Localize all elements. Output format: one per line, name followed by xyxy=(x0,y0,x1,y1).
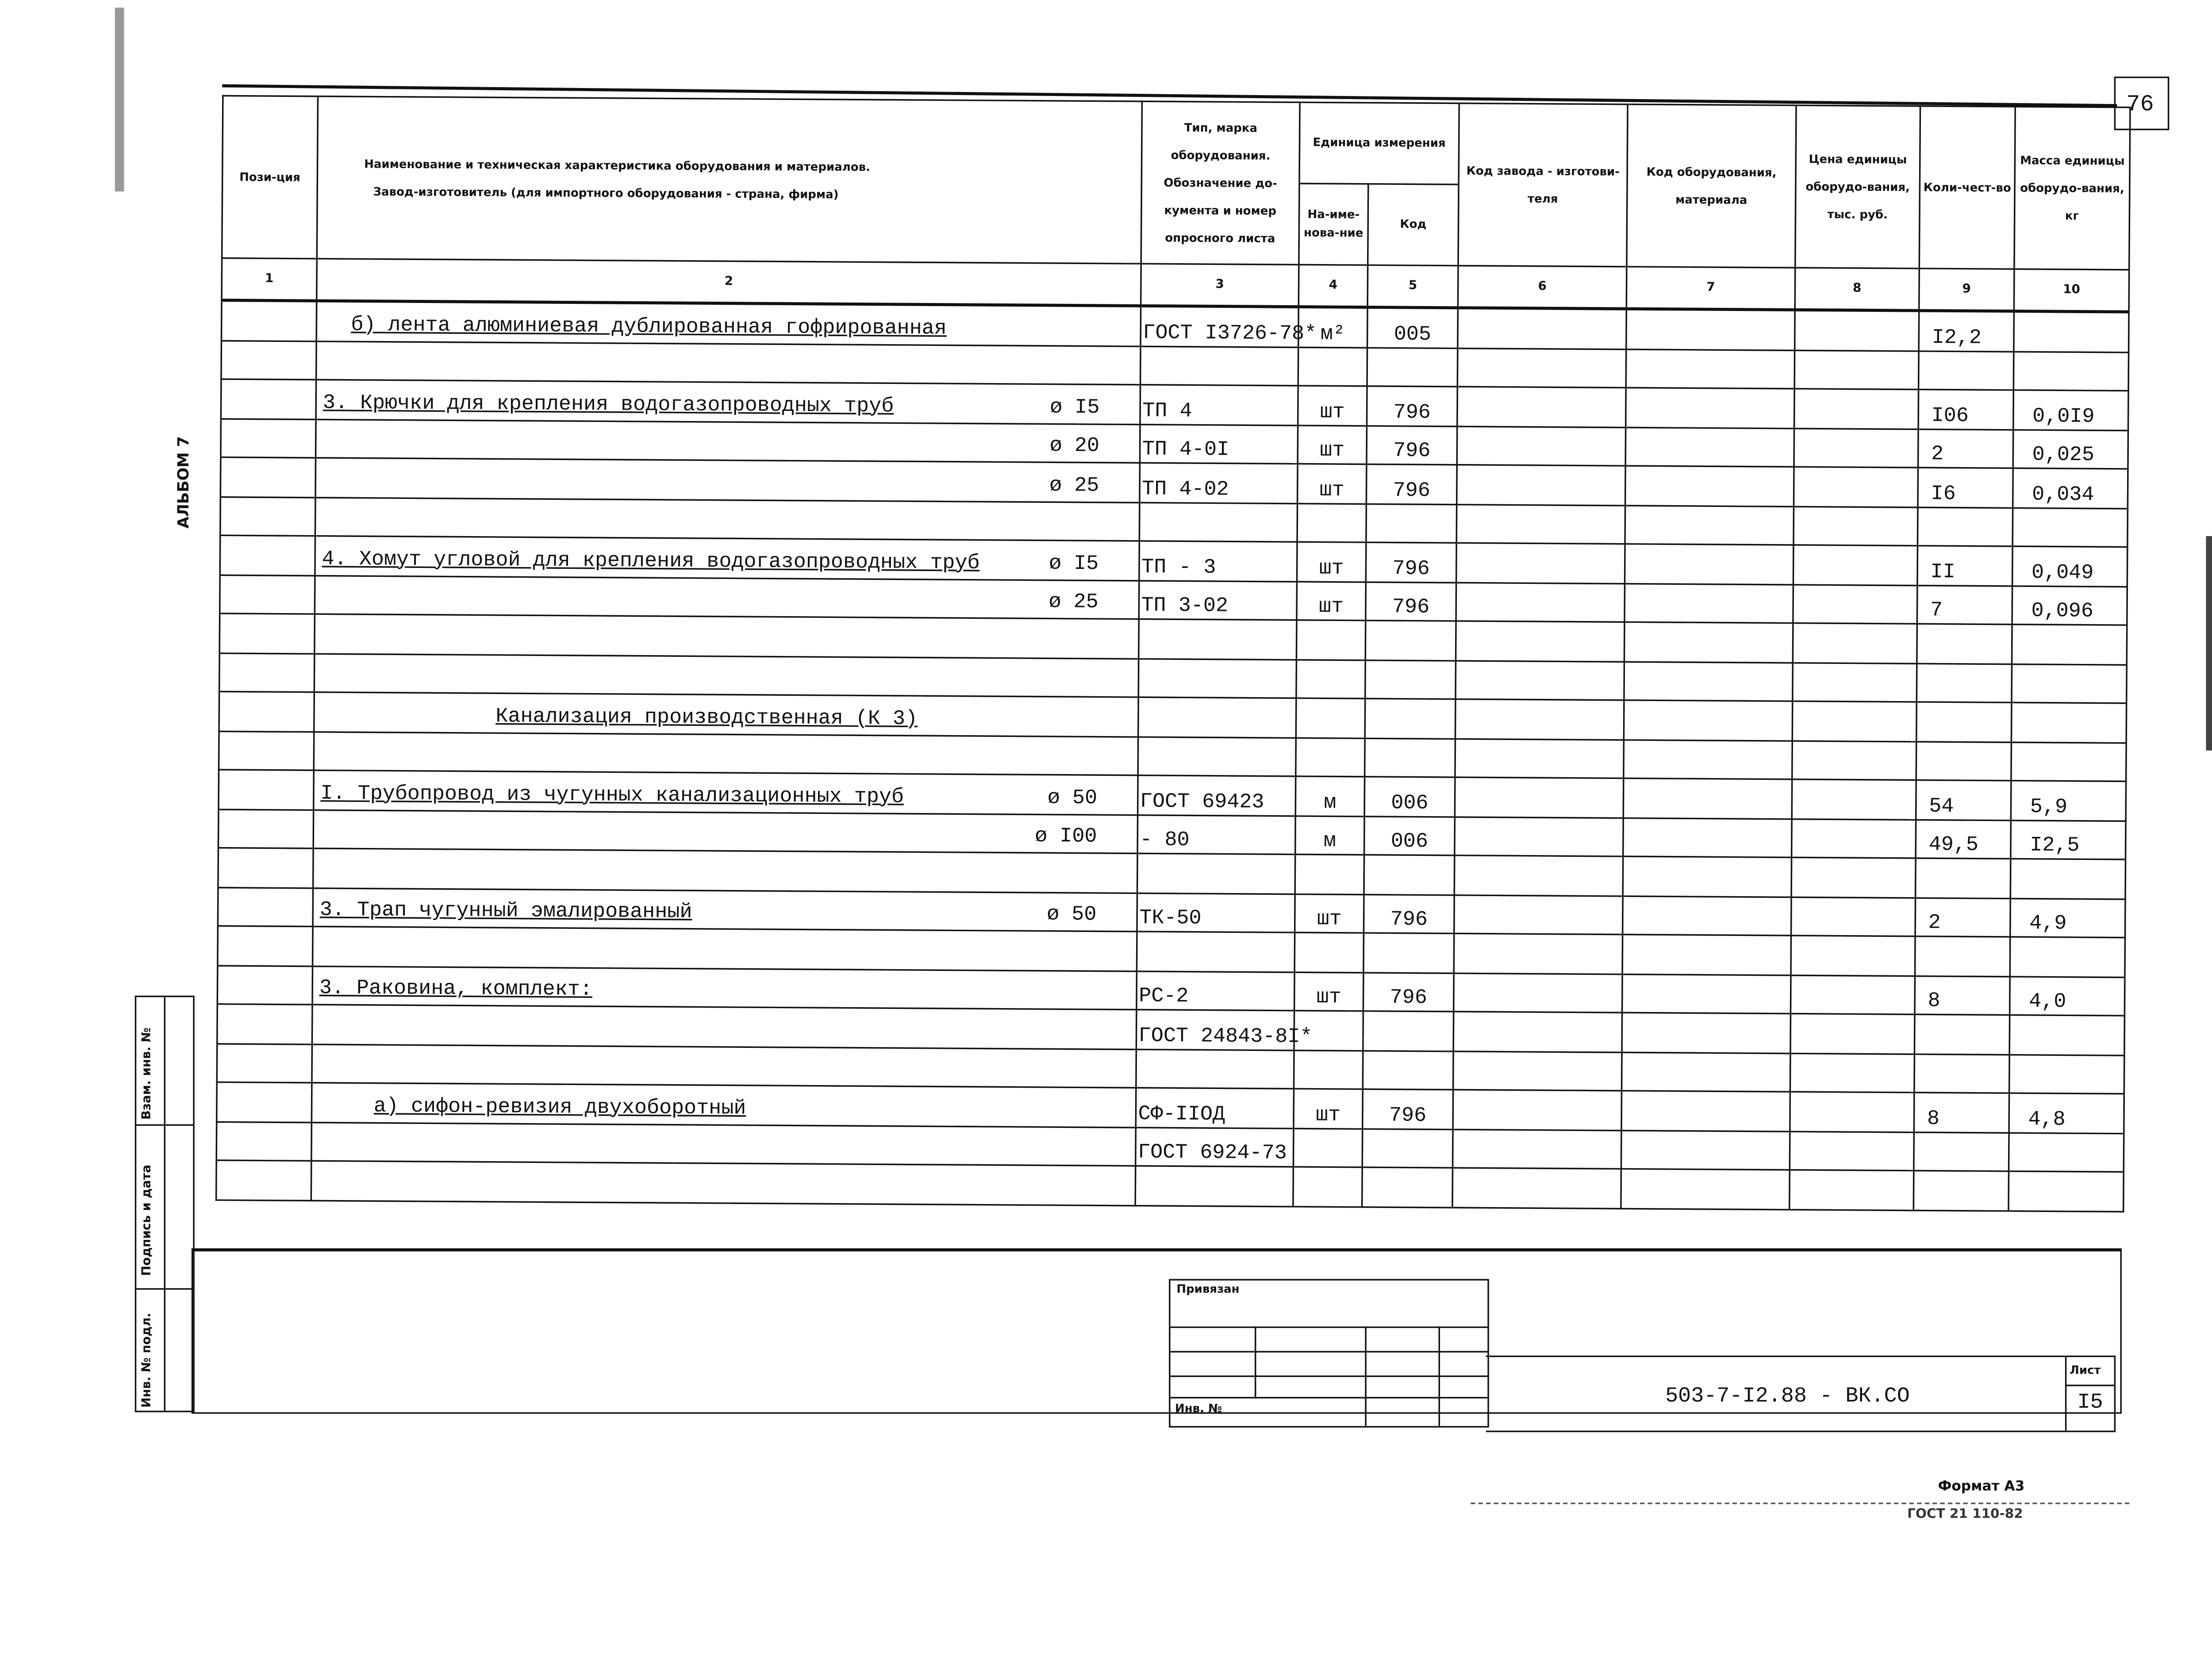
cell-pos xyxy=(218,926,313,966)
cell-mass xyxy=(2009,1015,2124,1055)
cell-code xyxy=(1363,933,1454,973)
cell-code: 796 xyxy=(1366,581,1456,621)
cell-maker xyxy=(1456,543,1625,583)
side-label-inv-orig: Инв. № подл. xyxy=(139,1312,154,1408)
cell-pos xyxy=(221,300,316,341)
cell-name xyxy=(313,887,1137,932)
cell-qty xyxy=(1917,624,2012,663)
cell-price xyxy=(1793,506,1918,546)
cell-equip xyxy=(1626,387,1794,428)
cell-equip xyxy=(1623,778,1792,818)
cell-code xyxy=(1366,503,1457,543)
format-label: Формат А3 xyxy=(1938,1480,2025,1495)
table-body xyxy=(216,300,2129,1211)
cell-pos xyxy=(218,848,313,888)
cell-equip xyxy=(1622,974,1791,1014)
cell-unit xyxy=(1294,932,1363,972)
cell-type: ТП - 3 xyxy=(1139,541,1297,581)
cell-maker xyxy=(1455,816,1623,856)
cell-price xyxy=(1793,584,1917,624)
item-name: 3. Раковина, комплект: xyxy=(319,978,593,1003)
cell-qty xyxy=(1916,858,2011,898)
cell-code: 796 xyxy=(1363,972,1454,1012)
item-diameter: ø I5 xyxy=(1048,552,1099,576)
specification-table xyxy=(215,95,2131,1212)
column-number-8: 8 xyxy=(1795,268,1919,311)
cell-pos xyxy=(217,1043,312,1083)
cell-unit: шт xyxy=(1295,894,1364,933)
cell-equip xyxy=(1622,1013,1790,1053)
album-label: АЛЬБОМ 7 xyxy=(176,436,193,529)
cell-qty xyxy=(1919,350,2014,390)
cell-code: 796 xyxy=(1366,464,1457,504)
cell-qty: 2 xyxy=(1915,897,2010,937)
cell-equip xyxy=(1622,935,1791,975)
cell-maker xyxy=(1453,1012,1622,1052)
cell-pos xyxy=(220,496,315,536)
cell-price xyxy=(1791,974,1915,1014)
cell-maker xyxy=(1456,582,1624,622)
cell-price xyxy=(1792,818,1916,858)
column-number-2: 2 xyxy=(317,259,1141,306)
side-strip xyxy=(135,996,195,1412)
cell-pos xyxy=(221,340,316,380)
cell-unit xyxy=(1293,1167,1362,1206)
header-position: Пози-ция xyxy=(222,96,318,258)
cell-maker xyxy=(1456,504,1625,544)
cell-name xyxy=(315,497,1139,541)
cell-pos xyxy=(220,457,315,497)
cell-name xyxy=(311,1161,1135,1205)
cell-code xyxy=(1362,1167,1453,1207)
cell-price xyxy=(1792,740,1916,780)
cell-price xyxy=(1793,545,1917,585)
cell-unit xyxy=(1293,1128,1362,1167)
cell-unit: м xyxy=(1295,776,1364,816)
cell-unit xyxy=(1294,1050,1363,1089)
cell-name xyxy=(316,301,1141,345)
header-maker-code: Код завода - изготови-теля xyxy=(1458,104,1628,267)
side-label-replace-inv: Взам. инв. № xyxy=(139,1027,154,1120)
cell-price xyxy=(1792,701,1916,741)
cell-price xyxy=(1792,779,1916,819)
cell-name xyxy=(315,575,1139,619)
cell-name xyxy=(316,380,1140,424)
cell-code xyxy=(1365,738,1455,778)
cell-mass: 4,0 xyxy=(2010,976,2125,1016)
cell-type: РС-2 xyxy=(1137,970,1294,1010)
cell-type: СФ-IIОД xyxy=(1136,1088,1294,1128)
column-number-3: 3 xyxy=(1141,264,1299,307)
cell-code: 796 xyxy=(1367,425,1457,465)
item-diameter: ø I00 xyxy=(1035,826,1097,850)
cell-pos xyxy=(221,379,316,419)
cell-price xyxy=(1795,310,1919,350)
cell-mass xyxy=(2010,937,2125,977)
cell-code xyxy=(1365,621,1456,660)
cell-equip xyxy=(1624,622,1793,662)
cell-name xyxy=(315,536,1139,580)
cell-mass xyxy=(2008,1171,2124,1211)
cell-price xyxy=(1794,428,1918,468)
cell-code: 796 xyxy=(1366,542,1456,582)
cell-unit: м xyxy=(1295,815,1364,855)
cell-maker xyxy=(1454,933,1622,974)
cell-unit: шт xyxy=(1297,581,1366,620)
cell-qty xyxy=(1916,702,2012,742)
cell-equip xyxy=(1624,583,1793,623)
cell-code xyxy=(1363,1011,1454,1051)
column-number-10: 10 xyxy=(2014,269,2129,312)
cell-price xyxy=(1793,623,1917,663)
cell-equip xyxy=(1623,895,1791,936)
item-diameter: ø 50 xyxy=(1047,787,1098,810)
header-equip-code: Код оборудования, материала xyxy=(1627,104,1796,268)
cell-type xyxy=(1137,853,1295,893)
cell-type xyxy=(1138,697,1296,737)
cell-maker xyxy=(1453,1129,1621,1169)
cell-qty: II xyxy=(1917,546,2012,586)
cell-price xyxy=(1790,1170,1914,1210)
cell-pos xyxy=(217,1004,312,1044)
cell-qty xyxy=(1914,1014,2009,1054)
cell-qty: 2 xyxy=(1918,429,2013,468)
cell-pos xyxy=(221,418,316,458)
cell-type: ГОСТ 69423 xyxy=(1138,775,1296,815)
item-name: а) сифон-ревизия двухоборотный xyxy=(373,1095,746,1121)
cell-qty xyxy=(1914,1054,2009,1093)
cell-qty xyxy=(1916,741,2011,781)
cell-unit: шт xyxy=(1294,971,1363,1011)
cell-name xyxy=(311,1083,1136,1127)
cell-equip xyxy=(1622,1052,1790,1092)
cell-type xyxy=(1138,658,1296,698)
scan-edge-mark-left xyxy=(115,8,124,192)
cell-mass: 0,034 xyxy=(2013,468,2128,508)
cell-name xyxy=(313,848,1137,893)
cell-code: 006 xyxy=(1364,816,1455,855)
cell-code xyxy=(1362,1128,1453,1168)
column-number-4: 4 xyxy=(1298,265,1367,307)
cell-name xyxy=(316,419,1140,463)
header-name-line2: Завод-изготовитель (для импортного оборудования - страна, фирма) xyxy=(373,184,839,201)
cell-name xyxy=(314,653,1138,697)
cell-unit xyxy=(1296,620,1365,660)
cell-pos xyxy=(218,887,313,927)
cell-unit: шт xyxy=(1297,542,1366,581)
cell-maker xyxy=(1453,1090,1621,1130)
cell-pos xyxy=(219,770,314,809)
cell-name xyxy=(311,1122,1136,1166)
cell-pos xyxy=(217,1082,312,1122)
cell-unit: шт xyxy=(1298,386,1367,425)
cell-qty xyxy=(1916,663,2012,703)
cell-price xyxy=(1794,467,1918,506)
cell-name xyxy=(312,1005,1136,1049)
cell-pos xyxy=(216,1160,311,1200)
cell-equip xyxy=(1621,1091,1790,1131)
sheet-label: Лист xyxy=(2070,1363,2101,1377)
cell-maker xyxy=(1455,777,1623,817)
item-diameter: ø 50 xyxy=(1047,904,1097,928)
cell-code: 006 xyxy=(1364,777,1455,817)
footer-standard: ГОСТ 21 110-82 xyxy=(1907,1507,2023,1523)
cell-pos xyxy=(218,809,313,848)
cell-qty: I2,2 xyxy=(1919,311,2014,351)
cell-price xyxy=(1791,897,1916,936)
cell-qty xyxy=(1913,1170,2008,1210)
cell-name xyxy=(315,458,1140,502)
cell-qty: 54 xyxy=(1916,780,2011,820)
cell-type: ТК-50 xyxy=(1137,893,1295,932)
column-number-5: 5 xyxy=(1367,265,1458,307)
cell-maker xyxy=(1458,308,1626,349)
cell-price xyxy=(1790,1053,1914,1093)
cell-mass: 4,8 xyxy=(2009,1093,2124,1133)
header-mass: Масса единицы оборудо-вания, кг xyxy=(2014,107,2130,270)
cell-equip xyxy=(1624,739,1792,779)
item-name: 3. Трап чугунный эмалированный xyxy=(319,900,692,925)
cell-mass: 0,049 xyxy=(2012,546,2128,586)
attached-label: Привязан xyxy=(1176,1282,1240,1296)
cell-price xyxy=(1793,662,1917,702)
cell-equip xyxy=(1621,1130,1790,1170)
cell-name xyxy=(312,966,1137,1010)
cell-name xyxy=(314,692,1138,736)
cell-qty: 8 xyxy=(1914,1093,2009,1132)
cell-mass xyxy=(2013,351,2128,391)
cell-maker xyxy=(1457,465,1625,505)
cell-equip xyxy=(1623,856,1791,897)
cell-pos xyxy=(220,575,315,614)
item-diameter: ø 25 xyxy=(1049,474,1099,498)
header-unit-group: Единица измерения xyxy=(1299,102,1459,184)
cell-type: ТП 4-02 xyxy=(1140,463,1298,502)
cell-type xyxy=(1138,736,1296,776)
header-type: Тип, марка оборудования. Обозначение до-кумента и номер опросного листа xyxy=(1141,101,1300,265)
cell-mass xyxy=(2010,859,2125,898)
cell-type: - 80 xyxy=(1137,814,1295,854)
cell-type: ТП 4-0I xyxy=(1140,424,1298,464)
cell-price xyxy=(1790,1092,1914,1131)
cell-qty xyxy=(1914,1131,2009,1171)
cell-qty: 7 xyxy=(1917,585,2012,625)
column-number-7: 7 xyxy=(1626,267,1795,310)
cell-qty: 8 xyxy=(1915,975,2010,1015)
cell-maker xyxy=(1453,1051,1622,1091)
cell-equip xyxy=(1626,349,1794,389)
cell-qty xyxy=(1915,936,2010,976)
item-name: б) лента алюминиевая дублированная гофрированная xyxy=(351,314,947,341)
cell-type: ГОСТ 24843-8I* xyxy=(1136,1010,1294,1050)
attached-stamp xyxy=(1169,1279,1489,1427)
cell-unit: шт xyxy=(1294,1089,1363,1128)
footer-line xyxy=(1471,1503,2129,1504)
column-number-1: 1 xyxy=(222,258,317,301)
cell-price xyxy=(1794,349,1919,389)
cell-equip xyxy=(1625,505,1793,545)
cell-mass: 5,9 xyxy=(2011,781,2126,821)
cell-pos xyxy=(219,614,315,653)
cell-pos xyxy=(219,691,314,731)
cell-qty xyxy=(1917,506,2012,546)
cell-equip xyxy=(1623,817,1792,858)
cell-pos xyxy=(219,731,314,771)
item-name: Канализация производственная (К 3) xyxy=(495,705,918,731)
cell-unit xyxy=(1297,503,1366,542)
cell-maker xyxy=(1454,973,1622,1013)
cell-mass xyxy=(2009,1132,2124,1172)
cell-code xyxy=(1364,855,1455,894)
cell-unit xyxy=(1298,347,1367,386)
header-price: Цена единицы оборудо-вания, тыс. руб. xyxy=(1795,105,1920,268)
cell-pos xyxy=(220,535,315,575)
cell-mass xyxy=(2009,1054,2124,1094)
cell-maker xyxy=(1455,660,1624,700)
cell-mass: 4,9 xyxy=(2010,898,2125,938)
cell-type: ТП 3-02 xyxy=(1139,580,1297,620)
item-diameter: ø 25 xyxy=(1048,591,1098,615)
cell-maker xyxy=(1456,621,1624,661)
cell-price xyxy=(1794,389,1919,429)
cell-pos xyxy=(217,965,312,1005)
cell-qty: 49,5 xyxy=(1916,819,2011,859)
cell-maker xyxy=(1457,387,1626,427)
cell-name xyxy=(315,614,1139,658)
cell-mass: 0,0I9 xyxy=(2013,390,2128,430)
cell-name xyxy=(313,809,1137,854)
cell-equip xyxy=(1624,661,1793,702)
item-diameter: ø 20 xyxy=(1049,435,1100,459)
cell-type xyxy=(1136,1049,1294,1089)
cell-unit xyxy=(1295,855,1364,894)
cell-name xyxy=(314,731,1138,775)
cell-type xyxy=(1141,345,1298,385)
cell-price xyxy=(1791,936,1915,975)
cell-mass xyxy=(2012,507,2128,547)
inv-no-label: Инв. № xyxy=(1175,1401,1222,1415)
cell-mass: 0,025 xyxy=(2013,429,2128,469)
cell-type xyxy=(1139,502,1297,542)
cell-code xyxy=(1363,1050,1453,1090)
cell-mass xyxy=(2011,741,2126,781)
header-qty: Коли-чест-во xyxy=(1919,106,2015,269)
column-number-9: 9 xyxy=(1919,268,2014,311)
cell-code xyxy=(1365,698,1455,738)
cell-equip xyxy=(1625,427,1794,467)
cell-maker xyxy=(1457,348,1626,388)
cell-name xyxy=(312,1043,1136,1088)
cell-maker xyxy=(1454,894,1623,935)
cell-type: ТП 4 xyxy=(1140,385,1298,425)
cell-unit xyxy=(1296,698,1365,737)
cell-equip xyxy=(1624,700,1792,740)
column-number-6: 6 xyxy=(1458,266,1626,309)
item-diameter: ø I5 xyxy=(1050,396,1100,420)
cell-code: 796 xyxy=(1363,894,1454,934)
cell-unit: шт xyxy=(1298,425,1367,464)
cell-code xyxy=(1367,347,1458,387)
cell-code: 796 xyxy=(1367,386,1458,426)
cell-equip xyxy=(1625,466,1794,506)
cell-maker xyxy=(1454,855,1623,896)
cell-unit: шт xyxy=(1298,464,1367,503)
cell-price xyxy=(1790,1131,1914,1170)
cell-equip xyxy=(1621,1169,1790,1209)
header-name-line1: Наименование и техническая характеристика оборудования и материалов. xyxy=(364,156,871,173)
cell-unit: м² xyxy=(1298,307,1367,347)
header-unit-name: На-име-нова-ние xyxy=(1299,184,1368,265)
cell-maker xyxy=(1452,1168,1621,1208)
cell-code: 796 xyxy=(1363,1089,1453,1129)
document-code: 503-7-I2.88 - ВК.СО xyxy=(1665,1385,1910,1409)
cell-name xyxy=(314,770,1138,814)
cell-maker xyxy=(1455,738,1624,779)
cell-maker xyxy=(1457,426,1625,466)
cell-equip xyxy=(1626,309,1795,349)
cell-type: ГОСТ I3726-78* xyxy=(1141,306,1298,346)
sheet-number: I5 xyxy=(2077,1391,2103,1415)
title-block xyxy=(1486,1356,2116,1432)
cell-mass xyxy=(2012,663,2127,703)
cell-name xyxy=(316,341,1141,385)
cell-mass: 0,096 xyxy=(2012,585,2127,625)
cell-unit xyxy=(1296,737,1365,777)
cell-maker xyxy=(1455,699,1624,740)
cell-mass xyxy=(2014,311,2129,352)
header-name xyxy=(317,96,1142,264)
item-name: 4. Хомут угловой для крепления водогазопроводных труб xyxy=(322,548,980,575)
side-label-sign-date: Подпись и дата xyxy=(139,1164,154,1276)
cell-pos xyxy=(219,652,315,692)
item-name: 3. Крючки для крепления водогазопроводных труб xyxy=(323,392,894,418)
cell-qty: I6 xyxy=(1918,468,2013,507)
cell-type: ГОСТ 6924-73 xyxy=(1136,1127,1294,1166)
cell-type xyxy=(1135,1166,1293,1206)
cell-unit xyxy=(1296,659,1365,698)
cell-mass xyxy=(2012,625,2127,664)
page-number: 76 xyxy=(2126,92,2154,118)
scan-edge-mark xyxy=(2206,536,2212,751)
cell-code xyxy=(1365,660,1456,699)
cell-equip xyxy=(1625,544,1793,584)
cell-pos xyxy=(216,1121,311,1161)
cell-mass: I2,5 xyxy=(2011,820,2126,859)
header-unit-code: Код xyxy=(1368,184,1459,266)
cell-code: 005 xyxy=(1367,307,1458,348)
cell-mass xyxy=(2011,702,2126,742)
cell-price xyxy=(1790,1014,1915,1054)
cell-type xyxy=(1139,619,1297,659)
item-name: I. Трубопровод из чугунных канализационных труб xyxy=(320,782,904,809)
cell-type xyxy=(1137,932,1294,971)
cell-name xyxy=(313,927,1137,971)
cell-price xyxy=(1791,857,1916,897)
cell-qty: I06 xyxy=(1918,389,2013,429)
